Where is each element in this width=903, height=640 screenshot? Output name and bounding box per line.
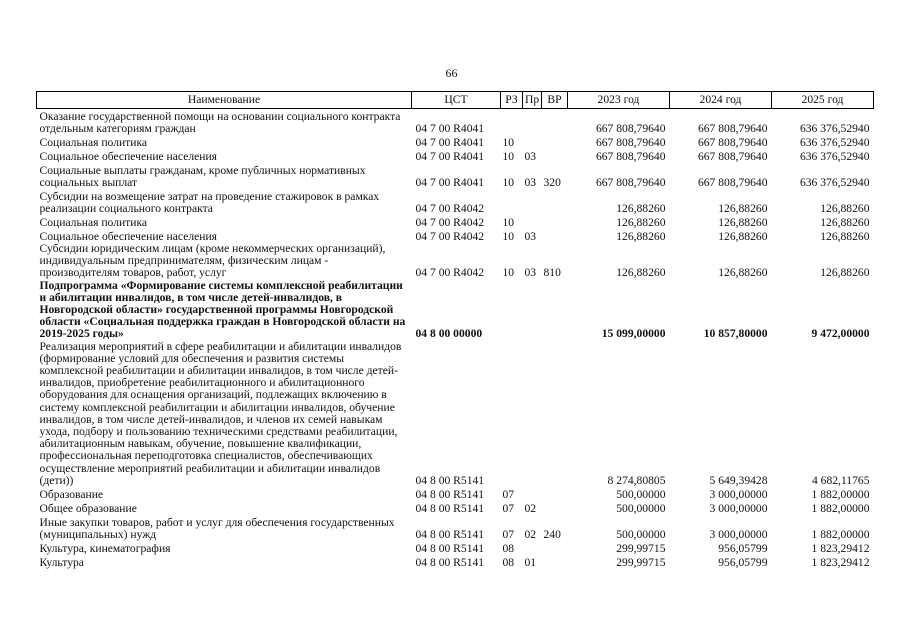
row-vr xyxy=(542,135,568,149)
row-2023: 126,88260 xyxy=(616,215,666,229)
row-2023: 299,99715 xyxy=(616,555,666,569)
row-rz xyxy=(501,189,523,215)
row-2025: 126,88260 xyxy=(820,266,870,280)
row-vr: 240 xyxy=(543,527,561,541)
row-2023: 500,00000 xyxy=(616,501,666,515)
row-rz: 10 xyxy=(502,229,515,243)
table-row xyxy=(37,515,874,541)
table-row xyxy=(37,487,874,501)
row-rz: 10 xyxy=(502,149,515,163)
row-2023: 8 274,80805 xyxy=(607,473,666,487)
row-name: Социальные выплаты гражданам, кроме публичных нормативных социальных выплат xyxy=(39,163,366,189)
row-pr xyxy=(523,341,542,487)
row-vr xyxy=(542,501,568,515)
row-vr: 320 xyxy=(543,175,561,189)
col-header-2024: 2024 год xyxy=(670,92,772,109)
row-2023: 667 808,79640 xyxy=(595,175,666,189)
row-rz xyxy=(501,341,523,487)
row-cst: 04 7 00 R4042 xyxy=(415,266,485,280)
row-cst: 04 8 00 00000 xyxy=(415,327,483,341)
table-row xyxy=(37,109,874,136)
row-2024: 3 000,00000 xyxy=(709,501,768,515)
row-pr xyxy=(523,280,542,341)
row-pr: 03 xyxy=(524,266,537,280)
row-name: Социальное обеспечение населения xyxy=(39,149,218,163)
row-vr xyxy=(542,109,568,136)
row-pr xyxy=(523,189,542,215)
row-2024: 667 808,79640 xyxy=(697,175,768,189)
row-2023: 15 099,00000 xyxy=(601,327,666,341)
row-2024: 667 808,79640 xyxy=(697,135,768,149)
row-2023: 667 808,79640 xyxy=(595,135,666,149)
table-row xyxy=(37,341,874,487)
col-header-cst: ЦСТ xyxy=(412,92,501,109)
table-row xyxy=(37,149,874,163)
table-row xyxy=(37,555,874,569)
row-pr: 02 xyxy=(524,527,537,541)
row-pr xyxy=(523,109,542,136)
row-name: Субсидии на возмещение затрат на проведение стажировок в рамках реализации социального контракта xyxy=(39,189,380,215)
row-rz: 07 xyxy=(502,501,515,515)
row-2024: 5 649,39428 xyxy=(709,473,768,487)
row-2025: 1 882,00000 xyxy=(811,487,870,501)
table-row-subprogram xyxy=(37,280,874,341)
row-cst: 04 7 00 R4042 xyxy=(415,215,485,229)
row-cst: 04 8 00 R5141 xyxy=(415,501,485,515)
row-name: Социальная политика xyxy=(39,135,148,149)
row-pr: 01 xyxy=(524,555,537,569)
table-row xyxy=(37,501,874,515)
row-2025: 9 472,00000 xyxy=(811,327,870,341)
row-vr xyxy=(542,189,568,215)
budget-table xyxy=(36,91,874,569)
row-2025: 126,88260 xyxy=(820,229,870,243)
row-2024: 10 857,80000 xyxy=(703,327,768,341)
table-row xyxy=(37,541,874,555)
row-pr: 03 xyxy=(524,149,537,163)
row-2025: 636 376,52940 xyxy=(799,175,870,189)
table-row xyxy=(37,163,874,189)
row-rz xyxy=(501,109,523,136)
row-cst: 04 8 00 R5141 xyxy=(415,555,485,569)
row-name: Культура, кинематография xyxy=(39,541,171,555)
row-pr xyxy=(523,541,542,555)
row-vr xyxy=(542,149,568,163)
row-cst: 04 7 00 R4042 xyxy=(415,201,485,215)
row-2025: 126,88260 xyxy=(820,201,870,215)
row-2025: 1 882,00000 xyxy=(811,527,870,541)
row-name: Подпрограмма «Формирование системы комплексной реабилитации и абилитации инвалидов, в том числе детей-инвалидов, в Новгородской области» государственной программы Новгородской области «Социальная поддержка граждан в Новгородской области на 2019-2025 годы» xyxy=(39,278,406,341)
row-rz: 10 xyxy=(502,266,515,280)
row-2025: 1 823,29412 xyxy=(811,541,870,555)
row-2024: 126,88260 xyxy=(718,201,768,215)
col-header-name: Наименование xyxy=(37,92,412,109)
table-row xyxy=(37,135,874,149)
row-2025: 636 376,52940 xyxy=(799,149,870,163)
row-name: Общее образование xyxy=(39,501,137,515)
row-pr xyxy=(523,215,542,229)
row-name: Социальная политика xyxy=(39,215,148,229)
row-2025: 4 682,11765 xyxy=(811,473,870,487)
row-rz: 07 xyxy=(502,487,515,501)
row-2024: 956,05799 xyxy=(718,555,768,569)
row-cst: 04 7 00 R4041 xyxy=(415,149,485,163)
row-2024: 3 000,00000 xyxy=(709,487,768,501)
row-name: Реализация мероприятий в сфере реабилитации и абилитации инвалидов (формирование условий для обеспечения и развития системы комплексной реабилитации и абилитации инвалидов, в том числе детей-инвалидов, приобретение реабилитационного и абилитационного оборудования для оснащения организаций, подлежащих включению в систему комплексной реабилитации и абилитации инвалидов, обучение инвалидов, в том числе детей-инвалидов, и членов их семей навыкам ухода, подбору и пользованию техническими средствами реабилитации, абилитационным навыкам, обучение, повышение квалификации, профессиональная переподготовка специалистов, обеспечивающих осуществление мероприятий реабилитации и абилитации инвалидов (дети)) xyxy=(39,339,402,487)
row-2023: 126,88260 xyxy=(616,201,666,215)
row-name: Иные закупки товаров, работ и услуг для обеспечения государственных (муниципальных) нужд xyxy=(39,515,395,541)
table-row xyxy=(37,189,874,215)
row-2023: 126,88260 xyxy=(616,229,666,243)
row-pr: 03 xyxy=(524,175,537,189)
row-2023: 126,88260 xyxy=(616,266,666,280)
table-row xyxy=(37,215,874,229)
row-2023: 500,00000 xyxy=(616,487,666,501)
row-cst: 04 8 00 R5141 xyxy=(415,527,485,541)
row-rz: 10 xyxy=(502,215,515,229)
row-rz: 10 xyxy=(502,175,515,189)
row-vr xyxy=(542,487,568,501)
row-2024: 667 808,79640 xyxy=(697,121,768,135)
col-header-rz: РЗ xyxy=(501,92,523,109)
row-vr xyxy=(542,555,568,569)
col-header-2025: 2025 год xyxy=(772,92,874,109)
row-2025: 1 823,29412 xyxy=(811,555,870,569)
col-header-vr: ВР xyxy=(542,92,568,109)
row-rz xyxy=(501,280,523,341)
row-vr xyxy=(542,215,568,229)
row-2024: 3 000,00000 xyxy=(709,527,768,541)
row-2023: 667 808,79640 xyxy=(595,121,666,135)
row-2024: 126,88260 xyxy=(718,229,768,243)
row-cst: 04 8 00 R5141 xyxy=(415,473,485,487)
row-2024: 126,88260 xyxy=(718,215,768,229)
page-number: 66 xyxy=(445,66,458,80)
row-vr xyxy=(542,229,568,243)
row-2025: 1 882,00000 xyxy=(811,501,870,515)
row-2024: 956,05799 xyxy=(718,541,768,555)
row-rz: 08 xyxy=(502,555,515,569)
row-cst: 04 8 00 R5141 xyxy=(415,541,485,555)
row-rz: 10 xyxy=(502,135,515,149)
row-rz: 07 xyxy=(502,527,515,541)
table-row xyxy=(37,243,874,280)
row-cst: 04 7 00 R4041 xyxy=(415,121,485,135)
row-2025: 636 376,52940 xyxy=(799,121,870,135)
row-2023: 299,99715 xyxy=(616,541,666,555)
row-name: Социальное обеспечение населения xyxy=(39,229,218,243)
row-pr: 03 xyxy=(524,229,537,243)
row-name: Субсидии юридическим лицам (кроме некоммерческих организаций), индивидуальным предпринимателям, физическим лицам - производителям товаров, работ, услуг xyxy=(39,242,386,280)
row-2025: 636 376,52940 xyxy=(799,135,870,149)
row-2025: 126,88260 xyxy=(820,215,870,229)
row-cst: 04 7 00 R4041 xyxy=(415,135,485,149)
col-header-pr: Пр xyxy=(523,92,542,109)
row-vr xyxy=(542,541,568,555)
row-name: Культура xyxy=(39,555,84,569)
row-cst: 04 8 00 R5141 xyxy=(415,487,485,501)
row-vr xyxy=(542,341,568,487)
row-cst: 04 7 00 R4042 xyxy=(415,229,485,243)
table-row xyxy=(37,229,874,243)
row-cst: 04 7 00 R4041 xyxy=(415,175,485,189)
row-2024: 126,88260 xyxy=(718,266,768,280)
row-pr: 02 xyxy=(524,501,537,515)
table-header xyxy=(37,92,874,109)
row-name: Образование xyxy=(39,487,104,501)
row-name: Оказание государственной помощи на основании социального контракта отдельным категориям граждан xyxy=(39,109,401,135)
row-pr xyxy=(523,135,542,149)
row-vr: 810 xyxy=(543,266,561,280)
row-2023: 500,00000 xyxy=(616,527,666,541)
col-header-2023: 2023 год xyxy=(568,92,670,109)
row-2023: 667 808,79640 xyxy=(595,149,666,163)
row-vr xyxy=(542,280,568,341)
row-pr xyxy=(523,487,542,501)
row-rz: 08 xyxy=(502,541,515,555)
row-2024: 667 808,79640 xyxy=(697,149,768,163)
